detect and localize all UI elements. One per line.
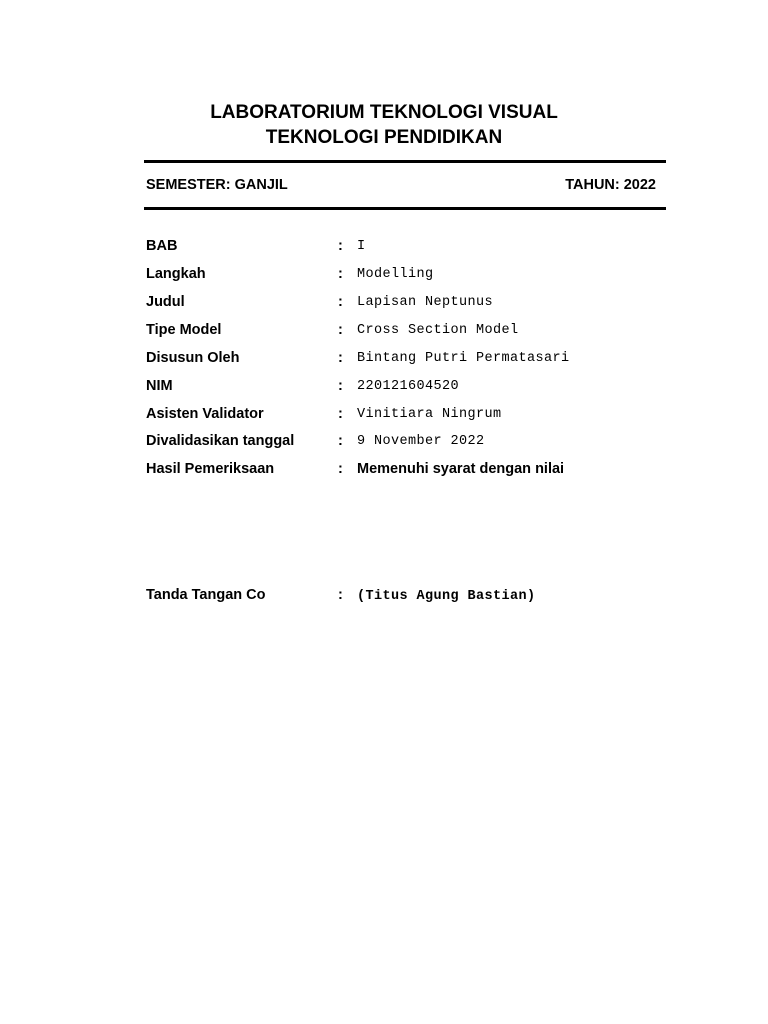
field-value: Memenuhi syarat dengan nilai	[357, 461, 565, 477]
document-title	[0, 100, 768, 150]
field-label: Asisten Validator	[146, 406, 264, 422]
signature-name: (Titus Agung Bastian)	[357, 589, 536, 604]
field-divalidasikan-tanggal	[146, 433, 666, 455]
field-disusun-oleh	[146, 350, 666, 372]
field-separator: :	[338, 350, 343, 366]
field-label: Divalidasikan tanggal	[146, 433, 295, 449]
field-label: Langkah	[146, 266, 206, 282]
year-label: TAHUN: 2022	[565, 177, 656, 193]
field-value: Lapisan Neptunus	[357, 295, 494, 310]
field-label: Hasil Pemeriksaan	[146, 461, 275, 477]
field-separator: :	[338, 433, 343, 449]
field-judul	[146, 294, 666, 316]
semester-label: SEMESTER: GANJIL	[146, 177, 288, 193]
title-line-2: TEKNOLOGI PENDIDIKAN	[265, 127, 503, 148]
field-separator: :	[338, 294, 343, 310]
field-value: Modelling	[357, 267, 434, 282]
field-label: NIM	[146, 378, 173, 394]
field-tipe-model	[146, 322, 666, 344]
field-separator: :	[338, 406, 343, 422]
field-value: Bintang Putri Permatasari	[357, 351, 570, 366]
field-nim	[146, 378, 666, 400]
title-line-1: LABORATORIUM TEKNOLOGI VISUAL	[210, 102, 558, 123]
top-divider	[144, 160, 666, 163]
field-bab	[146, 238, 666, 260]
field-value: 9 November 2022	[357, 434, 485, 449]
field-separator: :	[338, 238, 343, 254]
field-label: BAB	[146, 238, 178, 254]
field-separator: :	[338, 461, 343, 477]
field-separator: :	[338, 266, 343, 282]
field-value: 220121604520	[357, 379, 460, 394]
field-value: Vinitiara Ningrum	[357, 407, 502, 422]
field-value: Cross Section Model	[357, 323, 519, 338]
field-separator: :	[338, 378, 343, 394]
field-asisten-validator	[146, 406, 666, 428]
bottom-divider	[144, 207, 666, 210]
field-label: Judul	[146, 294, 185, 310]
field-separator: :	[338, 322, 343, 338]
field-label: Tanda Tangan Co	[146, 587, 266, 603]
field-signature	[146, 587, 666, 609]
field-value: I	[357, 239, 366, 254]
field-separator: :	[338, 587, 343, 603]
field-hasil-pemeriksaan	[146, 461, 666, 483]
field-label: Disusun Oleh	[146, 350, 240, 366]
field-langkah	[146, 266, 666, 288]
field-label: Tipe Model	[146, 322, 222, 338]
